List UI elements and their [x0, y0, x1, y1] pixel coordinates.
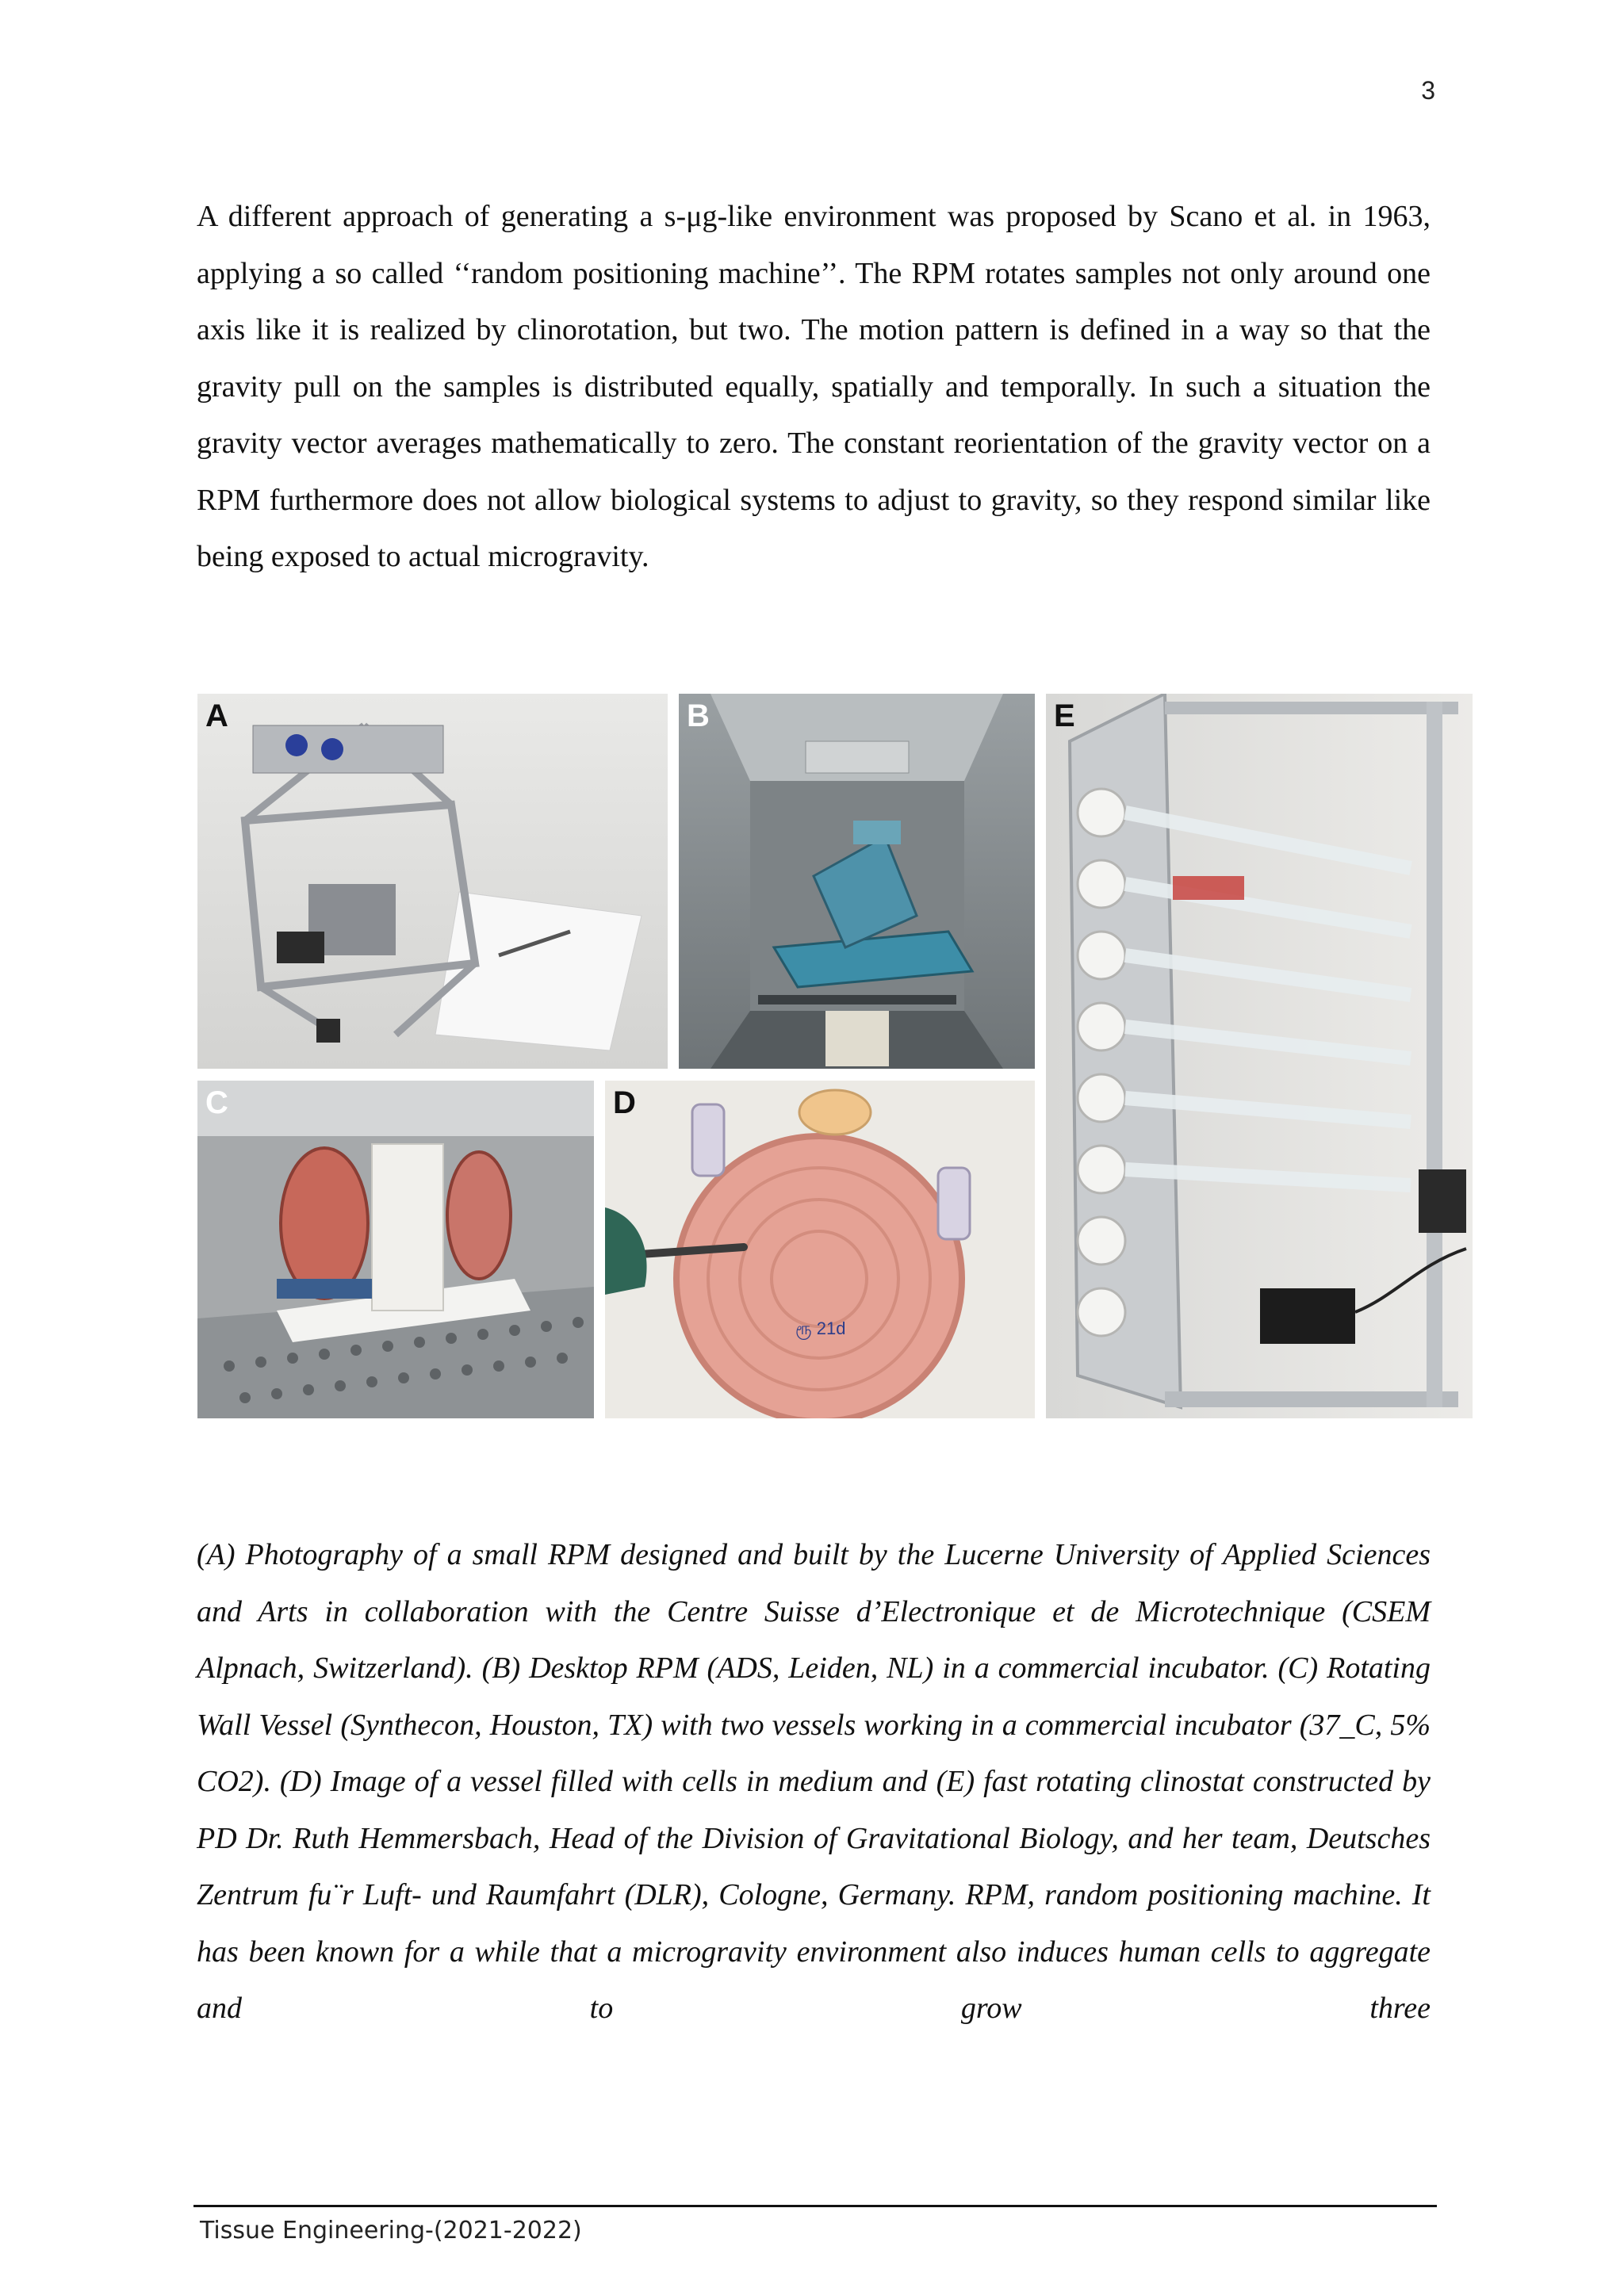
panel-a	[197, 694, 668, 1069]
panel-a-letter: A	[205, 698, 228, 733]
panel-b-letter: B	[687, 698, 710, 733]
panel-b-photo	[679, 694, 1035, 1069]
figure-caption: (A) Photography of a small RPM designed and built by the Lucerne University of Applied Sciences and Arts in collaboration with the Centre Suisse d’Electronique et de Microtechnique (CSEM Alpnach, Switzerland). (B) Desktop RPM (ADS, Leiden, NL) in a commercial incubator. (C) Rotating Wall Vessel (Synthecon, Houston, TX) with two vessels working in a commercial incubator (37_C, 5% CO2). (D) Image of a vessel filled with cells in medium and (E) fast rotating clinostat constructed by PD Dr. Ruth Hemmersbach, Head of the Division of Gravitational Biology, and her team, Deutsches Zentrum fu¨r Luft- und Raumfahrt (DLR), Cologne, Germany. RPM, random positioning machine. It has been known for a while that a microgravity environment also induces human cells to aggregate and to grow three	[197, 1538, 1431, 2025]
panel-e-photo	[1046, 694, 1473, 1418]
panel-d	[605, 1081, 1035, 1418]
page-number: 3	[1421, 76, 1435, 105]
figure	[197, 694, 1473, 1418]
panel-d-photo	[605, 1081, 1035, 1418]
panel-c	[197, 1081, 594, 1418]
panel-b	[679, 694, 1035, 1069]
panel-c-letter: C	[205, 1085, 228, 1120]
footer-text: Tissue Engineering-(2021-2022)	[200, 2217, 582, 2244]
dish-label: ரூ 21d	[795, 1318, 846, 1338]
panel-a-photo	[197, 694, 668, 1069]
footer-rule	[193, 2205, 1437, 2207]
panel-c-photo	[197, 1081, 594, 1418]
panel-e	[1046, 694, 1473, 1418]
panel-d-letter: D	[613, 1085, 636, 1120]
body-paragraph: A different approach of generating a s-μg-like environment was proposed by Scano et al. in 1963, applying a so called ‘‘random positioning machine’’. The RPM rotates samples not only around one axis like it is realized by clinorotation, but two. The motion pattern is defined in a way so that the gravity pull on the samples is distributed equally, spatially and temporally. In such a situation the gravity vector averages mathematically to zero. The constant reorientation of the gravity vector on a RPM furthermore does not allow biological systems to adjust to gravity, so they respond similar like being exposed to actual microgravity.	[197, 200, 1431, 573]
panel-e-letter: E	[1054, 698, 1075, 733]
